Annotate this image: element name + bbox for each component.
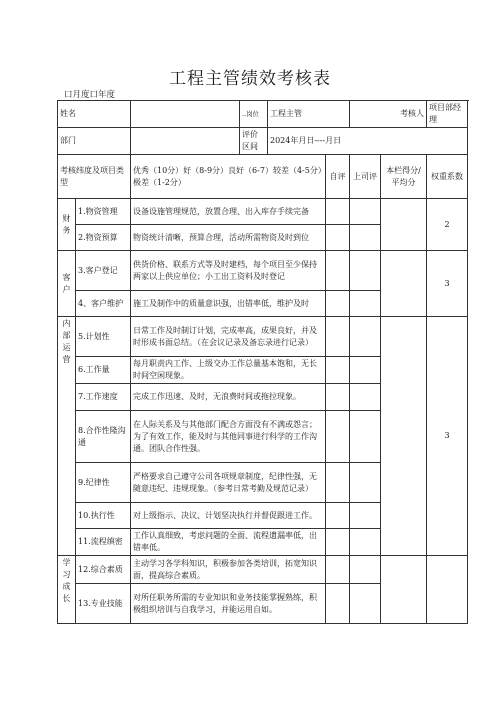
period-selector[interactable]: 口月度口年度	[64, 90, 116, 100]
position-value: 工程主管	[268, 101, 350, 128]
dept-value-cell[interactable]	[131, 128, 240, 155]
item-label: 7.工作速度	[76, 384, 131, 411]
supervisor-score-cell[interactable]	[350, 556, 381, 584]
supervisor-score-cell[interactable]	[350, 251, 381, 291]
supervisor-score-cell[interactable]	[350, 384, 381, 411]
section-weight	[427, 556, 468, 624]
table-row	[58, 251, 468, 291]
col-dimension: 考核纬度及项目类型	[58, 155, 131, 199]
item-desc: 设备设施管理规范，放置合理、出入库存手续完备	[131, 199, 326, 225]
supervisor-score-cell[interactable]	[350, 357, 381, 384]
name-label: 姓名	[58, 101, 131, 128]
name-value-cell[interactable]	[131, 101, 240, 128]
item-desc: 工作认真细致，考虑问题的全面、流程遗漏率低，出错率低。	[131, 529, 326, 556]
self-score-cell[interactable]	[326, 199, 350, 225]
supervisor-score-cell[interactable]	[350, 411, 381, 463]
section-score-cell[interactable]	[381, 317, 427, 556]
item-label: 11.流程缜密	[76, 529, 131, 556]
self-score-cell[interactable]	[326, 556, 350, 584]
item-label: 5.计划性	[76, 317, 131, 357]
section-label: 财务	[58, 199, 76, 251]
column-header-row	[58, 155, 468, 199]
form-title: 工程主管绩效考核表	[169, 69, 331, 89]
item-desc: 在人际关系及与其他部门配合方面没有不满或怨言；为了有效工作，能及时与其他同事进行科学的工作沟通。团队合作性强。	[131, 411, 326, 463]
section-label: 客户	[58, 251, 76, 317]
section-label: 内部运营	[58, 317, 76, 556]
self-score-cell[interactable]	[326, 317, 350, 357]
item-label: 4、客户维护	[76, 291, 131, 317]
item-desc: 每月职责内工作、上级交办工作总量基本饱和，无长时间空闲现象。	[131, 357, 326, 384]
section-label: 学习成长	[58, 556, 76, 624]
item-label: 1.物资管理	[76, 199, 131, 225]
item-desc: 严格要求自己遵守公司各项规章制度，纪律性强，无随意违纪、违规现象。（参考日常考勤及规范记录）	[131, 463, 326, 503]
col-scale: 优秀（10分）好（8-9分）良好（6-7）较差（4-5分）极差（1-2分）	[131, 155, 326, 199]
item-desc: 对所任职务所需的专业知识和业务技能掌握熟练，积极组织培训与自我学习，并能运用自如。	[131, 584, 326, 624]
supervisor-score-cell[interactable]	[350, 463, 381, 503]
item-label: 10.执行性	[76, 503, 131, 529]
item-desc: 对上级指示、决议、计划坚决执行并督促跟进工作。	[131, 503, 326, 529]
col-score: 本栏得分/平均分	[381, 155, 427, 199]
self-score-cell[interactable]	[326, 251, 350, 291]
assessor-label: 考核人	[350, 101, 427, 128]
self-score-cell[interactable]	[326, 384, 350, 411]
self-score-cell[interactable]	[326, 225, 350, 251]
item-desc: 施工及制作中的质量意识强，出错率低，维护及时	[131, 291, 326, 317]
supervisor-score-cell[interactable]	[350, 199, 381, 225]
section-score-cell[interactable]	[381, 199, 427, 251]
section-weight: 2	[427, 199, 468, 251]
supervisor-score-cell[interactable]	[350, 529, 381, 556]
self-score-cell[interactable]	[326, 411, 350, 463]
dept-label: 部门	[58, 128, 131, 155]
item-desc: 主动学习各学科知识，积极参加各类培训，拓宽知识面，提高综合素质。	[131, 556, 326, 584]
item-desc: 供货价格、联系方式等及时建档，每个项目至少保持两家以上供应单位；小工出工资料及时登记	[131, 251, 326, 291]
col-weight: 权重系数	[427, 155, 468, 199]
supervisor-score-cell[interactable]	[350, 225, 381, 251]
item-label: 6.工作量	[76, 357, 131, 384]
col-self: 自评	[326, 155, 350, 199]
item-label: 3.客户登记	[76, 251, 131, 291]
table-row	[58, 199, 468, 225]
interval-value[interactable]: 2024年月日----月日	[268, 128, 468, 155]
assessment-table	[57, 100, 468, 624]
item-label: 2.物资预算	[76, 225, 131, 251]
self-score-cell[interactable]	[326, 584, 350, 624]
item-desc: 完成工作迅速、及时，无浪费时间或拖拉现象。	[131, 384, 326, 411]
item-label: 13.专业技能	[76, 584, 131, 624]
self-score-cell[interactable]	[326, 503, 350, 529]
interval-label: 评价区间	[240, 128, 268, 155]
section-weight: 3	[427, 317, 468, 556]
item-desc: 日常工作及时制订计划，完成率高，成果良好，并及时形成书面总结。（在会议记录及备忘录进行记录）	[131, 317, 326, 357]
supervisor-score-cell[interactable]	[350, 291, 381, 317]
section-score-cell[interactable]	[381, 251, 427, 317]
table-row	[58, 556, 468, 584]
self-score-cell[interactable]	[326, 291, 350, 317]
item-desc: 物资统计清晰，预算合理，活动所需物资及时到位	[131, 225, 326, 251]
self-score-cell[interactable]	[326, 357, 350, 384]
self-score-cell[interactable]	[326, 529, 350, 556]
table-row	[58, 317, 468, 357]
col-supervisor: 上司评	[350, 155, 381, 199]
position-label: ..岗位	[240, 101, 268, 128]
supervisor-score-cell[interactable]	[350, 584, 381, 624]
self-score-cell[interactable]	[326, 463, 350, 503]
dept-row	[58, 128, 468, 155]
section-score-cell[interactable]	[381, 556, 427, 624]
item-label: 12.综合素质	[76, 556, 131, 584]
section-weight: 3	[427, 251, 468, 317]
supervisor-score-cell[interactable]	[350, 317, 381, 357]
assessor-value: 项目部经理	[427, 101, 468, 128]
name-row	[58, 101, 468, 128]
supervisor-score-cell[interactable]	[350, 503, 381, 529]
item-label: 9.纪律性	[76, 463, 131, 503]
item-label: 8.合作性隆沟通	[76, 411, 131, 463]
